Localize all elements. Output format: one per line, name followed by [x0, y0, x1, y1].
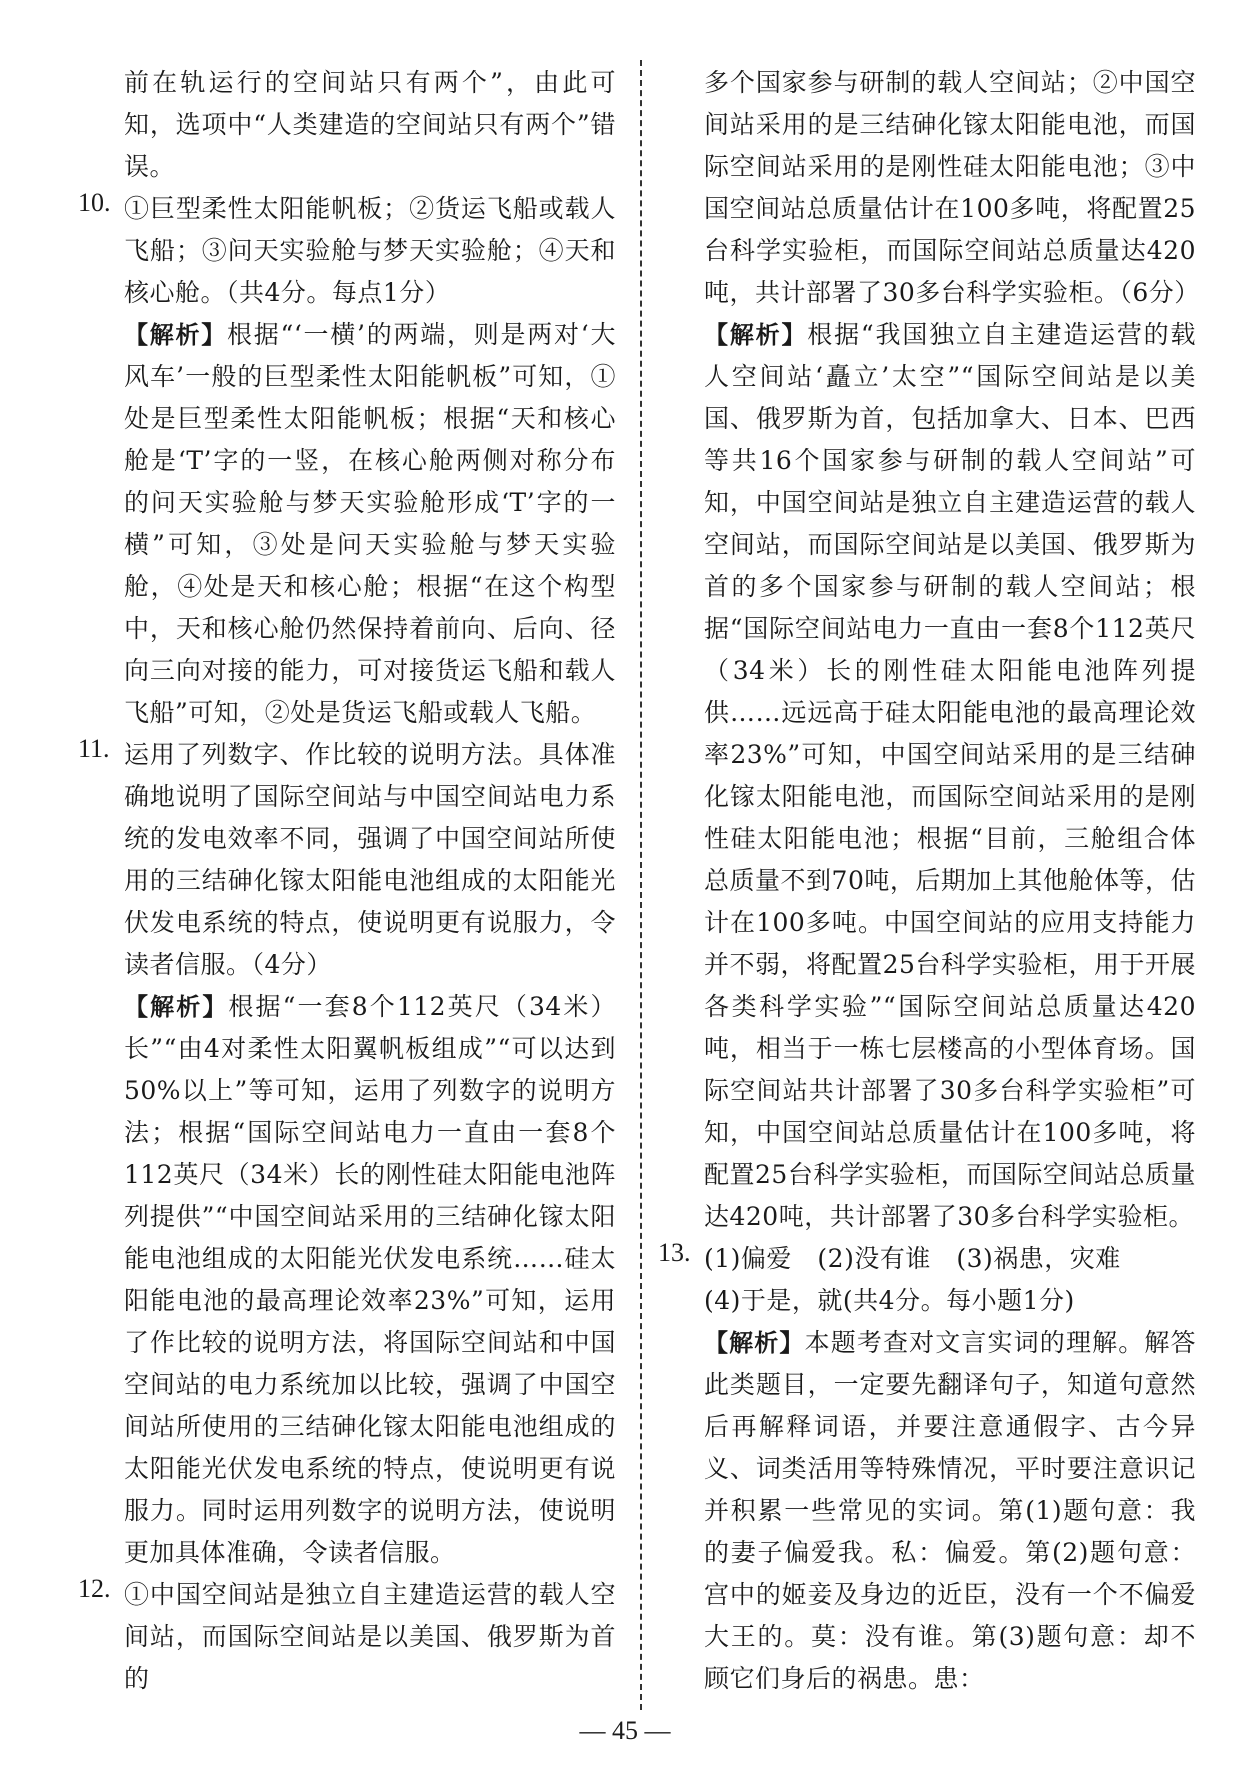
question-number: 11. — [78, 734, 110, 763]
answer-text: ①巨型柔性太阳能帆板；②货运飞船或载人飞船；③问天实验舱与梦天实验舱；④天和核心舱。（共4分。每点1分） — [124, 194, 616, 307]
question-number: 12. — [78, 1574, 111, 1603]
column-divider — [640, 60, 642, 1710]
analysis-tag: 【解析】 — [704, 1329, 805, 1357]
analysis-text: 根据“我国独立自主建造运营的载人空间站‘矗立’太空”“国际空间站是以美国、俄罗斯为首，包括加拿大、日本、巴西等共16个国家参与研制的载人空间站”可知，中国空间站是独立自主建造运营的载人空间站，而国际空间站是以美国、俄罗斯为首的多个国家参与研制的载人空间站；根据“国际空间站电力一直由一套8个112英尺（34米）长的刚性硅太阳能电池阵列提供……远远高于硅太阳能电池的最高理论效率23%”可知，中国空间站采用的是三结砷化镓太阳能电池，而国际空间站采用的是刚性硅太阳能电池；根据“目前，三舱组合体总质量不到70吨，后期加上其他舱体等，估计在100多吨。中国空间站的应用支持能力并不弱，将配置25台科学实验柜，用于开展各类科学实验”“国际空间站总质量达420吨，相当于一栋七层楼高的小型体育场。国际空间站共计部署了30多台科学实验柜”可知，中国空间站总质量估计在100多吨，将配置25台科学实验柜，而国际空间站总质量达420吨，共计部署了30多台科学实验柜。 — [704, 320, 1196, 1231]
right-column — [658, 62, 1200, 1700]
analysis-text: 本题考查对文言实词的理解。解答此类题目，一定要先翻译句子，知道句意然后再解释词语，并要注意通假字、古今异义、词类活用等特殊情况，平时要注意识记并积累一些常见的实词。第(1)题句意：我的妻子偏爱我。私：偏爱。第(2)题句意：宫中的姬妾及身边的近臣，没有一个不偏爱大王的。莫：没有谁。第(3)题句意：却不顾它们身后的祸患。患： — [704, 1328, 1196, 1693]
answer-text: 运用了列数字、作比较的说明方法。具体准确地说明了国际空间站与中国空间站电力系统的发电效率不同，强调了中国空间站所使用的三结砷化镓太阳能电池组成的太阳能光伏发电系统的特点，使说明更有说服力，令读者信服。（4分） — [124, 740, 616, 979]
question-13 — [658, 1238, 1196, 1700]
left-column — [78, 62, 617, 1700]
question-12 — [78, 1574, 616, 1700]
question-number: 10. — [78, 188, 111, 217]
intro-paragraph: 前在轨运行的空间站只有两个”，由此可知，选项中“人类建造的空间站只有两个”错误。 — [124, 68, 616, 181]
page-number: — 45 — — [579, 1716, 671, 1745]
question-10 — [78, 188, 617, 734]
answer-line-1: (1)偏爱 (2)没有谁 (3)祸患，灾难 — [704, 1244, 1121, 1273]
answer-line-2: (4)于是，就(共4分。每小题1分) — [704, 1286, 1075, 1315]
analysis-tag: 【解析】 — [704, 321, 808, 349]
question-11 — [78, 734, 617, 1574]
analysis-tag: 【解析】 — [124, 993, 229, 1021]
answer-text: ①中国空间站是独立自主建造运营的载人空间站，而国际空间站是以美国、俄罗斯为首的 — [124, 1580, 616, 1693]
question-number: 13. — [658, 1238, 691, 1267]
analysis-tag: 【解析】 — [124, 321, 228, 349]
analysis-text: 根据“‘一横’的两端，则是两对‘大风车’一般的巨型柔性太阳能帆板”可知，①处是巨型柔性太阳能帆板；根据“天和核心舱是‘T’字的一竖，在核心舱两侧对称分布的问天实验舱与梦天实验舱形成‘T’字的一横”可知，③处是问天实验舱与梦天实验舱，④处是天和核心舱；根据“在这个构型中，天和核心舱仍然保持着前向、后向、径向三向对接的能力，可对接货运飞船和载人飞船”可知，②处是货运飞船或载人飞船。 — [124, 320, 617, 727]
analysis-text: 根据“一套8个112英尺（34米）长”“由4对柔性太阳翼帆板组成”“可以达到50%以上”等可知，运用了列数字的说明方法；根据“国际空间站电力一直由一套8个112英尺（34米）长的刚性硅太阳能电池阵列提供”“中国空间站采用的三结砷化镓太阳能电池组成的太阳能光伏发电系统……硅太阳能电池的最高理论效率23%”可知，运用了作比较的说明方法，将国际空间站和中国空间站的电力系统加以比较，强调了中国空间站所使用的三结砷化镓太阳能电池组成的太阳能光伏发电系统的特点，使说明更有说服力。同时运用列数字的说明方法，使说明更加具体准确，令读者信服。 — [124, 992, 617, 1567]
answer-continuation: 多个国家参与研制的载人空间站；②中国空间站采用的是三结砷化镓太阳能电池，而国际空间站采用的是刚性硅太阳能电池；③中国空间站总质量估计在100多吨，将配置25台科学实验柜，而国际空间站总质量达420吨，共计部署了30多台科学实验柜。（6分） — [704, 68, 1200, 307]
